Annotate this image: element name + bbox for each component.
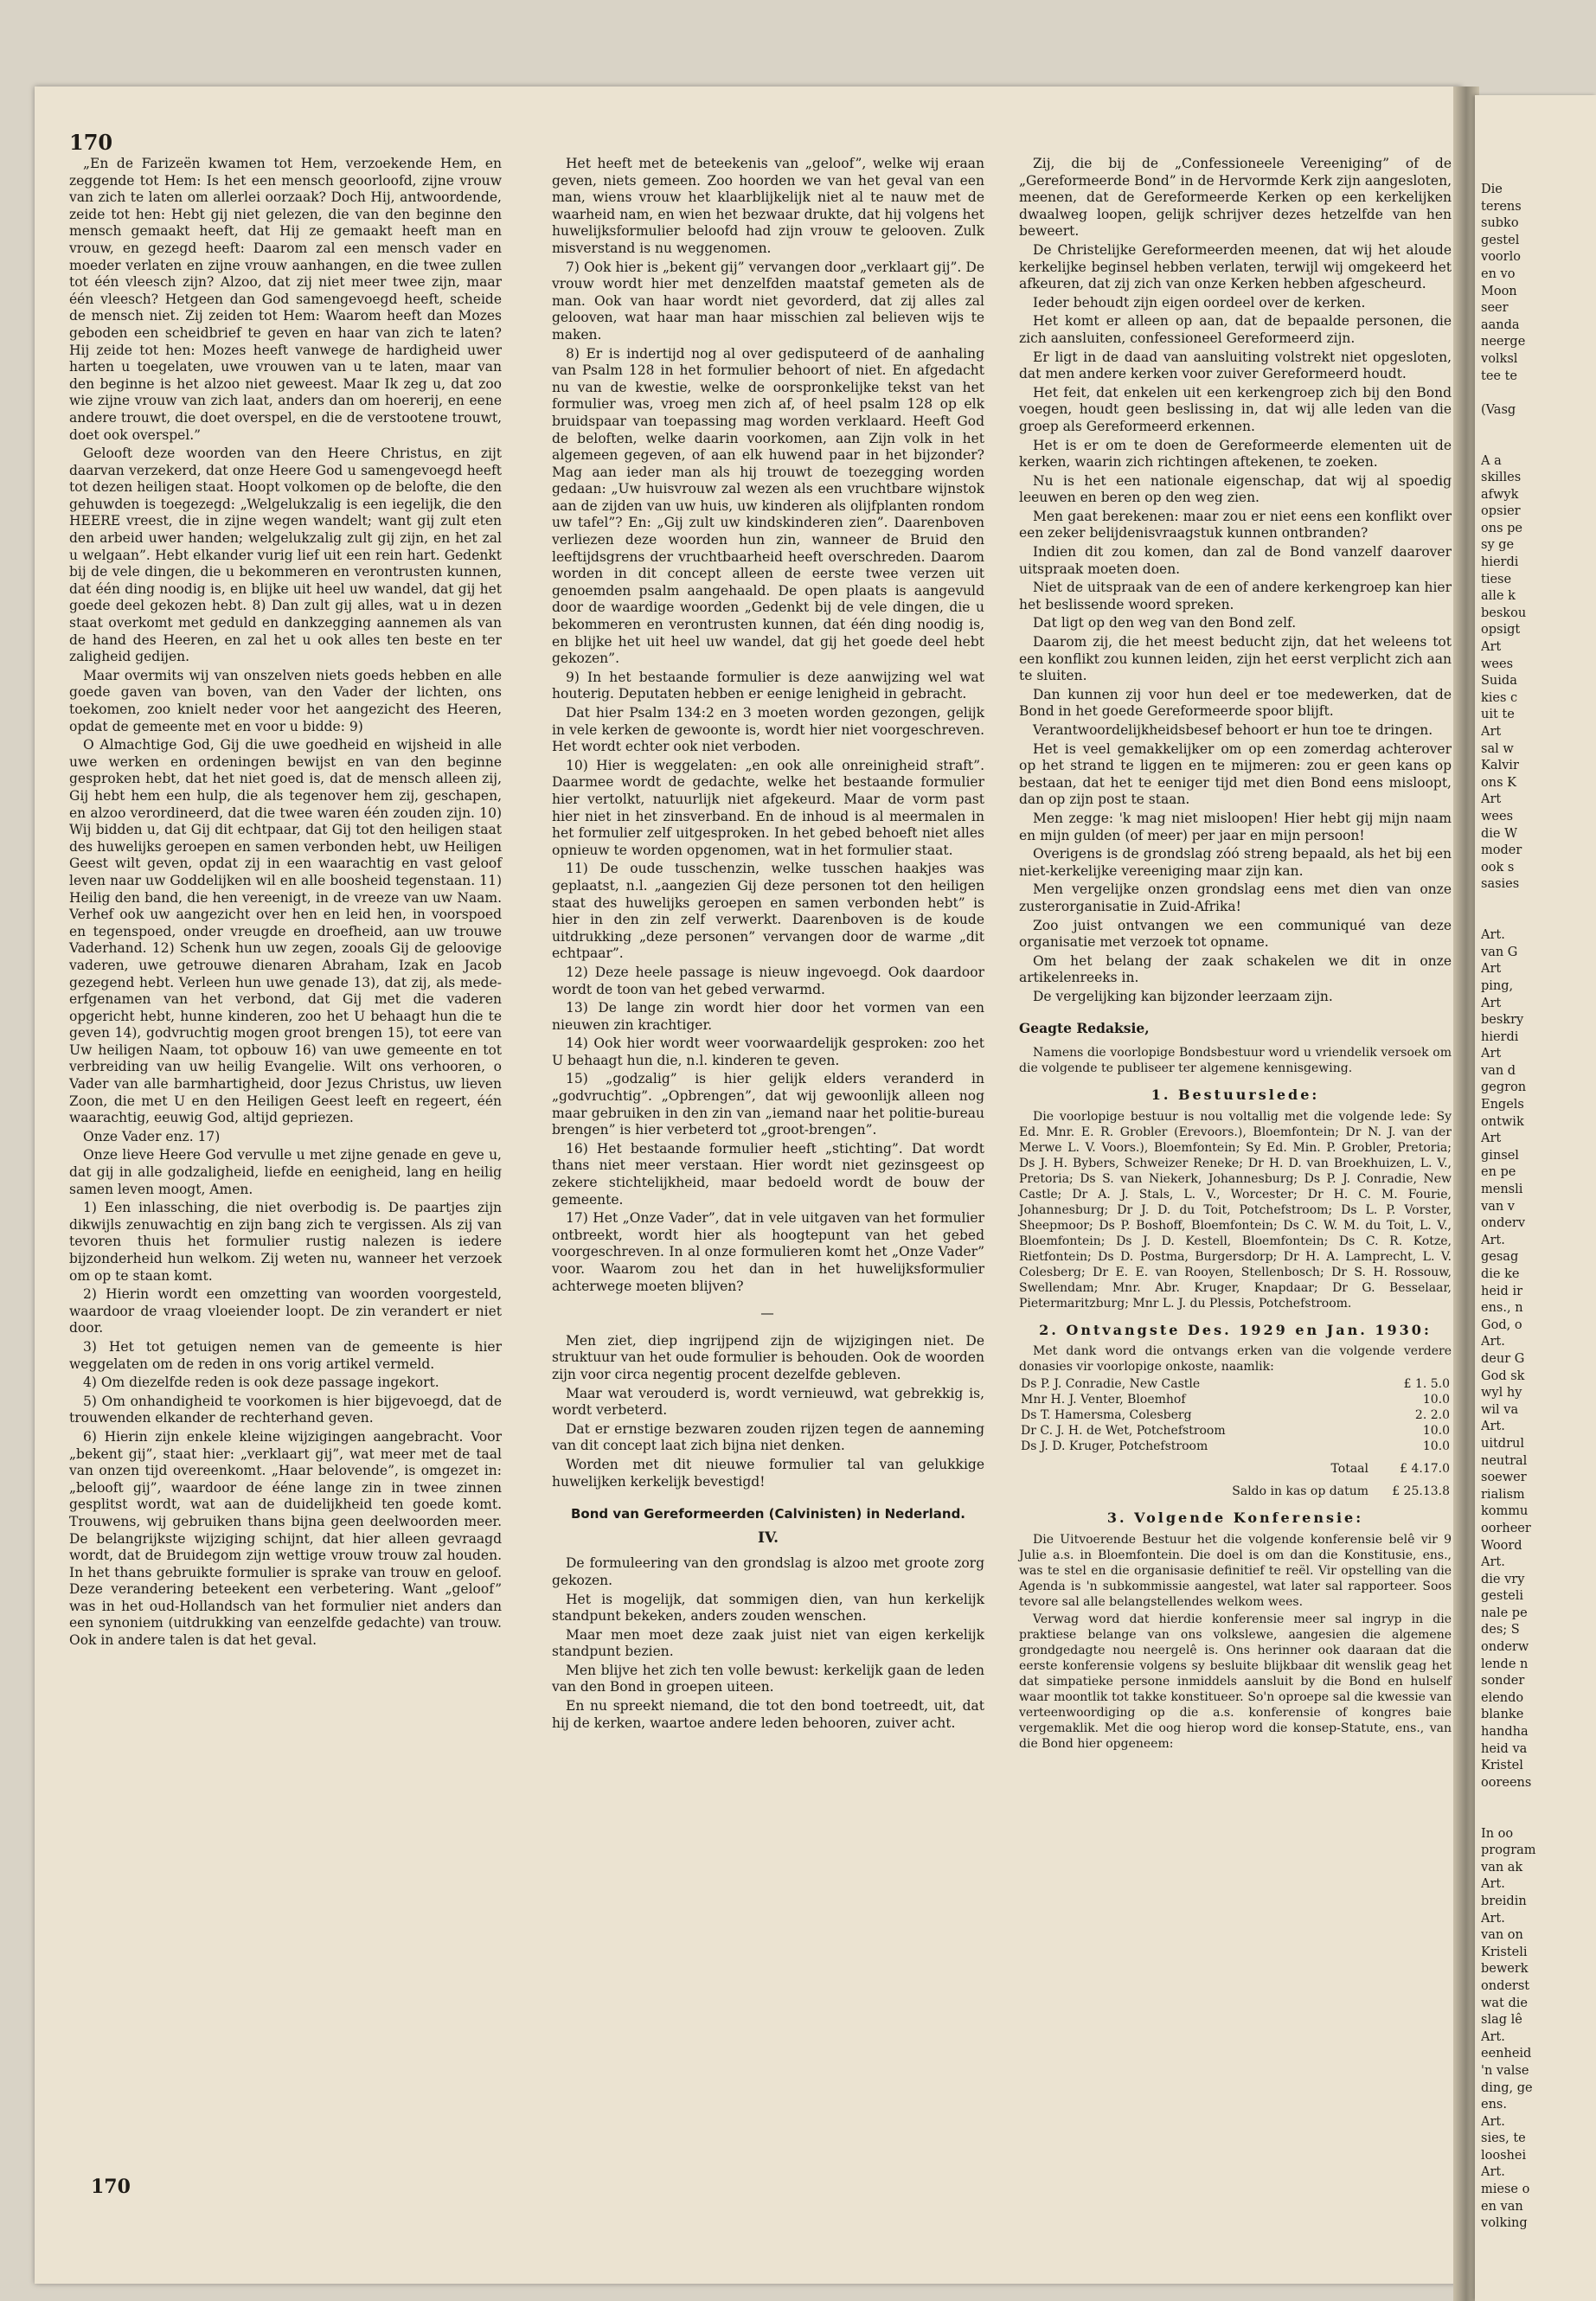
paragraph: Men gaat berekenen: maar zou er niet eens een konflikt over een zeker belijdenisvraagstuk kunnen ontbranden? (1019, 508, 1452, 542)
margin-line: 'n valse (1481, 2063, 1529, 2078)
paragraph: Verantwoordelijkheidsbesef behoort er hun toe te dringen. (1033, 722, 1433, 738)
margin-line: deur G (1481, 1351, 1525, 1366)
margin-line: skilles (1481, 471, 1522, 485)
donor-name: Ds J. D. Kruger, Potchefstroom (1021, 1439, 1208, 1454)
margin-line: Art (1481, 725, 1502, 739)
margin-line: rialism (1481, 1487, 1525, 1502)
margin-line: terens (1481, 199, 1522, 214)
margin-line: God, o (1481, 1317, 1522, 1332)
paragraph: Het is veel gemakkelijker om op een zomerdag achterover op het strand te liggen en te mijmeren: zou er geen kans op bestaan, dat het te eeniger tijd met dien Bond eens misloopt, dan op zijn post te staan. (1019, 740, 1452, 808)
margin-line: ding, ge (1481, 2080, 1533, 2095)
margin-line: God sk (1481, 1368, 1525, 1383)
saldo-amount: £ 25.13.8 (1392, 1484, 1450, 1499)
total-amount: £ 4.17.0 (1400, 1462, 1450, 1477)
margin-line: neerge (1481, 335, 1526, 349)
margin-line: en pe (1481, 1165, 1516, 1180)
margin-line: van G (1481, 945, 1518, 959)
paragraph: De vergelijking kan bijzonder leerzaam zijn. (1033, 988, 1333, 1004)
paragraph: 8) Er is indertijd nog al over gedisputeerd of de aanhaling van Psalm 128 in het formulier behoort of niet. En afgedacht nu van de kwestie, welke de oorspronkelijke tekst van het formulier was, vroeg men zich af, of heel psalm 128 op elk bruidspaar van toepassing mag worden verklaard. Heeft God de beloften, welke daarin voorkomen, aan Zijn volk in het algemeen gegeven, of aan elk huwend paar in het bijzonder? Mag aan ieder man als hij trouwt de toezegging worden gedaan: „Uw huisvrouw zal wezen als een vruchtbare wijnstok aan de zijden van uw huis, uw kinderen als olijfplanten rondom uw tafel”? En: „Gij zult uw kindskinderen zien”. Daarenboven verliezen deze woorden hun zin, wanneer de Bruid den leeftijdsgrens der vruchtbaarheid heeft overschreden. Daarom worden in dit concept alleen de eerste twee verzen uit genoemden psalm aangehaald. De open plaats is aangevuld door de waardige woorden „Gedenkt bij de vele dingen, die u bekommeren en verontrusten kunnen, dat één ding noodig is, en blijke het uit heel uw wandel, dat gij het goede deel hebt gekozen”. (552, 345, 984, 667)
column-3-top-paragraphs (1019, 156, 1452, 1006)
margin-line: van v (1481, 1199, 1515, 1214)
paragraph: 5) Om onhandigheid te voorkomen is hier bijgevoegd, dat de trouwenden elkander de rechterhand geven. (69, 1393, 502, 1426)
paragraph: Indien dit zou komen, dan zal de Bond vanzelf daarover uitspraak moeten doen. (1019, 544, 1452, 577)
paragraph: Zoo juist ontvangen we een communiqué van deze organisatie met verzoek tot opname. (1019, 917, 1452, 951)
margin-line: oorheer (1481, 1521, 1531, 1535)
margin-line: miese o (1481, 2182, 1530, 2197)
paragraph: O Almachtige God, Gij die uwe goedheid en wijsheid in alle uwe werken en ordeningen bewijst en van den beginne gesproken hebt, dat het niet goed is, dat de mensch alleen zij, Gij hebt hem een hulp, die als tegenover hem zij, geschapen, en alzoo verordineerd, dat die twee waren één zouden zijn. 10) Wij bidden u, dat Gij dit echtpaar, dat Gij tot den heiligen staat des huwelijks geroepen en samen verbonden hebt, uw Heiligen Geest wilt geven, opdat zij in een waarachtig en vast geloof leven naar uw Goddelijken wil en alle boosheid tegenstaan. 11) Heilig den band, die hen vereenigt, in de vreeze van uw Naam. Verhef ook uw aangezicht over hen en leid hen, in voorspoed en tegenspoed, onder vreugde en droefheid, aan uw trouwe Vaderhand. 12) Schenk hun uw zegen, zooals Gij de geloovige vaderen, uwe getrouwe dienaren Abraham, Izak en Jacob gezegend hebt. Verleen hun uwe genade 13), dat zij, als mede-erfgenamen van het verbond, dat Gij met die vaderen opgericht hebt, hunne kinderen, zoo het U behaagt hun die te geven 14), godvruchtig mogen groot brengen 15), tot eere van Uw heiligen Naam, tot opbouw 16) van uwe gemeente en tot verbreiding van uw heilig Evangelie. Wilt ons verhooren, o Vader van alle barmhartigheid, door Jezus Christus, uw lieven Zoon, die met U en den Heiligen Geest leeft en regeert, één waarachtig, eeuwig God, altijd gepriezen. (69, 737, 502, 1126)
margin-line: wil va (1481, 1402, 1519, 1417)
donation-row (1019, 1423, 1452, 1439)
margin-line: die vry (1481, 1572, 1525, 1586)
margin-line: Art. (1481, 2029, 1505, 2044)
margin-line: subko (1481, 216, 1519, 231)
margin-line: volksl (1481, 351, 1518, 366)
section-3-text: Die Uitvoerende Bestuur het die volgende konferensie belê vir 9 Julie a.s. in Bloemfontein. Die doel is om dan die Konstitusie, ens., was te stel en die organisasie definitief te reël. Vir opstelling van die Agenda is 'n subkommissie aangestel, wat later sal rapporteer. Soos tevore sal alle belangstellendes welkom wees. (1019, 1532, 1452, 1609)
paragraph: Het feit, dat enkelen uit een kerkengroep zich bij den Bond voegen, houdt geen beslissing in, dat wij alle leden van die groep als Gereformeerd erkennen. (1019, 384, 1452, 434)
paragraph: Men zegge: 'k mag niet misloopen! Hier hebt gij mijn naam en mijn gulden (of meer) per jaar en mijn persoon! (1019, 810, 1452, 843)
margin-line: wees (1481, 809, 1514, 824)
margin-line: ons pe (1481, 521, 1522, 535)
margin-line: sonder (1481, 1674, 1525, 1689)
paragraph: Onze lieve Heere God vervulle u met zijne genade en geve u, dat gij in alle godzaligheid, liefde en eenigheid, lang en heilig samen leven moogt, Amen. (69, 1147, 502, 1197)
paragraph: 4) Om diezelfde reden is ook deze passage ingekort. (83, 1375, 439, 1391)
margin-line: Art. (1481, 1420, 1505, 1434)
letter-greeting: Geagte Redaksie, (1019, 1019, 1150, 1036)
section-1-text: Die voorlopige bestuur is nou voltallig met die volgende lede: Sy Ed. Mnr. E. R. Grobler (Erevoors.), Bloemfontein; Dr N. J. van der Merwe L. V. Voors.), Bloemfontein; Sy Ed. Min. P. Grobler, Pretoria; Ds J. H. Bybers, Schweizer Reneke; Dr H. D. van Broekhuizen, L. V., Pretoria; Ds S. van Niekerk, Johannesburg; Ds P. J. Conradie, New Castle; Dr A. J. Stals, L. V., Worcester; Dr H. C. M. Fourie, Johannesburg; Dr J. D. du Toit, Potchefstroom; Ds L. P. Vorster, Sheepmoor; Ds P. Boshoff, Bloemfontein; Ds C. W. M. du Toit, L. V., Bloemfontein; Ds J. D. Kestell, Bloemfontein; Ds C. R. Kotze, Rietfontein; Ds D. Postma, Burgersdorp; Dr H. A. Lamprecht, L. V. Colesberg; Dr E. E. van Rooyen, Stellenbosch; Dr S. H. Rossouw, Swellendam; Mnr. Abr. Kruger, Knapdaar; Dr G. Besselaar, Pietermaritzburg; Mnr L. J. du Plessis, Potchefstroom. (1019, 1109, 1452, 1311)
margin-line: blanke (1481, 1708, 1524, 1722)
paragraph: En nu spreekt niemand, die tot den bond toetreedt, uit, dat hij de kerken, waartoe andere leden behooren, zuiver acht. (552, 1698, 984, 1731)
paragraph: 14) Ook hier wordt weer voorwaardelijk gesproken: zoo het U behaagt hun die, n.l. kinderen te geven. (552, 1035, 984, 1068)
section-3-text-2: Verwag word dat hierdie konferensie meer sal ingryp in die praktiese belange van ons volkslewe, aangesien die algemene grondgedagte nou neergelê is. Ons herinner ook daaraan dat die eerste konferensie volgens sy besluite blijkbaar dit wenslik geag het dat simpatieke persone inmiddels aansluit by die Bond en hulself waar moontlik tot takke konstitueer. So'n oproepe sal die kwessie van verteenwoordiging op die a.s. konferensie of kongres baie vergemaklik. Met die oog hierop word die konsep-Statute, ens., van die Bond hier opgeneem: (1019, 1612, 1452, 1751)
donor-name: Ds T. Hamersma, Colesberg (1021, 1408, 1192, 1423)
margin-line: van ak (1481, 1860, 1523, 1875)
donation-row (1019, 1407, 1452, 1423)
paragraph: 15) „godzalig” is hier gelijk elders veranderd in „godvruchtig”. „Opbrengen”, dat wij gewoonlijk alleen nog maar gebruiken in den zin van „iemand naar het politie-bureau brengen” is hier verbeterd tot „groot-brengen”. (552, 1071, 984, 1138)
margin-line: ooreens (1481, 1775, 1532, 1790)
margin-line: neutral (1481, 1453, 1528, 1468)
total-label: Totaal (1330, 1462, 1368, 1477)
margin-line: ontwik (1481, 1114, 1524, 1129)
margin-line: program (1481, 1843, 1536, 1858)
margin-line: Kristeli (1481, 1945, 1528, 1959)
paragraph: Men blijve het zich ten volle bewust: kerkelijk gaan de leden van den Bond in groepen uiteen. (552, 1662, 984, 1695)
margin-line: ens. (1481, 2098, 1507, 2112)
margin-line: van on (1481, 1928, 1523, 1943)
donation-row (1019, 1392, 1452, 1407)
margin-line: opsigt (1481, 623, 1521, 638)
margin-line: hierdi (1481, 1029, 1519, 1044)
margin-line: wyl hy (1481, 1386, 1522, 1400)
margin-line: alle k (1481, 589, 1516, 604)
column-2 (552, 156, 984, 1734)
margin-line (1481, 894, 1589, 911)
paragraph: 9) In het bestaande formulier is deze aanwijzing wel wat houterig. Deputaten hebben er eenige lenigheid in gebracht. (552, 669, 984, 702)
margin-line: Art. (1481, 1877, 1505, 1892)
paragraph: 2) Hierin wordt een omzetting van woorden voorgesteld, waardoor de vraag vloeiender loopt. De zin verandert er niet door. (69, 1286, 502, 1336)
margin-line: ook s (1481, 860, 1515, 875)
margin-line: (Vasg (1481, 402, 1516, 417)
margin-line: lende n (1481, 1657, 1529, 1671)
margin-line: Art. (1481, 1233, 1505, 1247)
section-2-title: 2. Ontvangste Des. 1929 en Jan. 1930: (1039, 1321, 1432, 1338)
paragraph: Men vergelijke onzen grondslag eens met dien van onze zusterorganisatie in Zuid-Afrika! (1019, 881, 1452, 914)
margin-line: breidin (1481, 1894, 1527, 1908)
paragraph: Niet de uitspraak van de een of andere kerkengroep kan hier het beslissende woord spreken. (1019, 580, 1452, 612)
paragraph: Het is mogelijk, dat sommigen dien, van hun kerkelijk standpunt bekeken, anders zouden wenschen. (552, 1591, 984, 1625)
donation-amount: 10.0 (1422, 1424, 1450, 1439)
margin-line: seer (1481, 301, 1509, 316)
donor-name: Mnr H. J. Venter, Bloemhof (1021, 1393, 1186, 1407)
margin-line: opsier (1481, 504, 1521, 519)
section-heading: Bond van Gereformeerden (Calvinisten) in Nederland. (571, 1506, 965, 1522)
paragraph: Ieder behoudt zijn eigen oordeel over de kerken. (1033, 294, 1366, 311)
margin-line: en vo (1481, 266, 1516, 281)
margin-line: sasies (1481, 877, 1520, 892)
margin-line: sies, te (1481, 2131, 1526, 2146)
letter-intro: Namens die voorlopige Bondsbestuur word u vriendelik versoek om die volgende te publiseer ter algemene kennisgewing. (1019, 1046, 1452, 1076)
paragraph: Dat hier Psalm 134:2 en 3 moeten worden gezongen, gelijk in vele kerken de gewoonte is, wordt hier niet voorgeschreven. Het wordt echter ook niet verboden. (552, 705, 984, 755)
margin-line: wees (1481, 657, 1514, 671)
margin-line: kies c (1481, 690, 1518, 705)
paragraph: 3) Het tot getuigen nemen van de gemeente is hier weggelaten om de reden in ons vorig artikel vermeld. (69, 1338, 502, 1372)
margin-line: gesteli (1481, 1589, 1523, 1604)
margin-line: Art (1481, 640, 1502, 655)
margin-line: eenheid (1481, 2047, 1532, 2061)
column-2-bottom-paragraphs (552, 1555, 984, 1732)
margin-line: looshei (1481, 2148, 1527, 2163)
margin-line: Moon (1481, 284, 1517, 298)
saldo-row (1019, 1477, 1452, 1499)
margin-line: tiese (1481, 572, 1512, 586)
margin-line: aanda (1481, 317, 1520, 332)
section-3-title: 3. Volgende Konferensie: (1106, 1509, 1364, 1527)
margin-line: Art (1481, 1131, 1502, 1146)
margin-line: Woord (1481, 1538, 1522, 1553)
margin-line: en van (1481, 2199, 1523, 2214)
column-3 (1019, 156, 1452, 1753)
margin-line: A a (1481, 453, 1502, 468)
margin-line (1481, 1791, 1589, 1809)
adjacent-page-text (1481, 182, 1589, 2233)
margin-line: die W (1481, 826, 1518, 841)
margin-line: volking (1481, 2216, 1528, 2231)
margin-line: Suida (1481, 674, 1517, 689)
margin-line: Engels (1481, 1098, 1524, 1112)
margin-line (1481, 385, 1589, 402)
margin-line: Art. (1481, 2165, 1505, 2180)
page-number-bottom: 170 (91, 2176, 131, 2198)
paragraph: 17) Het „Onze Vader”, dat in vele uitgaven van het formulier ontbreekt, wordt hier als hoogtepunt van het gebed voorgeschreven. In al onze formulieren komt het „Onze Vader” voor. Waarom zou het dan in het huwelijksformulier achterwege moeten blijven? (552, 1210, 984, 1294)
paragraph: Het komt er alleen op aan, dat de bepaalde personen, die zich aansluiten, confessioneel Gereformeerd zijn. (1019, 313, 1452, 346)
paragraph: 6) Hierin zijn enkele kleine wijzigingen aangebracht. Voor „bekent gij”, staat hier: „verklaart gij”, wat meer met de taal van onzen tijd overeenkomt. „Haar belovende”, is omgezet in: „belooft gij”, waardoor de ééne lange zin in twee zinnen gesplitst wordt, wat aan de duidelijkheid ten goede komt. Trouwens, wij gebruiken thans bijna geen deelwoorden meer. De belangrijkste wijziging schijnt, dat hier alleen gevraagd wordt, dat de Bruidegom zijn wettige vrouw trouw zal houden. In het thans gebruikte formulier is sprake van trouw en geloof. Deze verandering beteekent een verbetering. Want „geloof” was in het oud-Hollandsch van het formulier niet anders dan een synoniem (uitdrukking van eenzelfde gedachte) van trouw. Ook in andere talen is dat het geval. (69, 1428, 502, 1649)
donation-amount: 10.0 (1422, 1393, 1450, 1407)
margin-line: mensli (1481, 1183, 1523, 1197)
margin-line: Kristel (1481, 1759, 1523, 1773)
margin-line: uitdrul (1481, 1436, 1524, 1451)
margin-line: heid ir (1481, 1284, 1523, 1298)
paragraph: 1) Een inlassching, die niet overbodig is. De paartjes zijn dikwijls zenuwachtig en zijn bang zich te vergissen. Als zij van tevoren thuis het formulier rustig nalezen is iedere bijzonderheid hun welkom. Zij weten nu, wanneer het verzoek om op te staan komt. (69, 1200, 502, 1284)
column-2-top-paragraphs (552, 156, 984, 1295)
margin-line: des; S (1481, 1623, 1520, 1638)
margin-line: onderst (1481, 1978, 1530, 1993)
paragraph: Er ligt in de daad van aansluiting volstrekt niet opgesloten, dat men andere kerken voor zuiver Gereformeerd houdt. (1019, 349, 1452, 382)
donation-amount: £ 1. 5.0 (1403, 1377, 1450, 1392)
paragraph: De formuleering van den grondslag is alzoo met groote zorg gekozen. (552, 1555, 984, 1588)
margin-line: onderv (1481, 1216, 1526, 1231)
margin-line: Art (1481, 1047, 1502, 1061)
paragraph: Daarom zij, die het meest beducht zijn, dat het weleens tot een konflikt zou kunnen leiden, zijn het eerst verplicht zich aan te sluiten. (1019, 634, 1452, 684)
margin-line: Art (1481, 792, 1502, 807)
donations-table (1019, 1376, 1452, 1499)
donation-amount: 2. 2.0 (1414, 1408, 1450, 1423)
margin-line: afwyk (1481, 487, 1519, 502)
section-number: IV. (757, 1529, 779, 1547)
margin-line: elendo (1481, 1690, 1524, 1705)
margin-line: gegron (1481, 1080, 1527, 1095)
paragraph: Dan kunnen zij voor hun deel er toe medewerken, dat de Bond in het goede Gereformeerde spoor blijft. (1019, 686, 1452, 720)
margin-line: gesag (1481, 1250, 1519, 1265)
column-1-paragraphs (69, 156, 502, 1650)
margin-line: uit te (1481, 708, 1515, 722)
margin-line: die ke (1481, 1267, 1520, 1281)
paragraph: Dat er ernstige bezwaren zouden rijzen tegen de aanneming van dit concept laat zich bijna niet denken. (552, 1420, 984, 1454)
separator: — (760, 1305, 776, 1322)
paragraph: Men ziet, diep ingrijpend zijn de wijzigingen niet. De struktuur van het oude formulier is behouden. Ook de woorden zijn voor circa negentig procent dezelfde gebleven. (552, 1332, 984, 1382)
section-2-intro: Met dank word die ontvangs erken van die volgende verdere donasies vir voorlopige onkoste, naamlik: (1019, 1344, 1452, 1375)
margin-line: moder (1481, 843, 1522, 858)
paragraph: Het is er om te doen de Gereformeerde elementen uit de kerken, waarin zich richtingen aftekenen, te zoeken. (1019, 437, 1452, 471)
margin-line: tee te (1481, 369, 1518, 383)
margin-line: beskou (1481, 606, 1527, 620)
margin-line: Art. (1481, 928, 1505, 943)
paragraph: Maar wat verouderd is, wordt vernieuwd, wat gebrekkig is, wordt verbeterd. (552, 1385, 984, 1419)
margin-line: Art (1481, 996, 1502, 1010)
margin-line: kommu (1481, 1504, 1529, 1519)
donation-row (1019, 1439, 1452, 1454)
column-1 (69, 156, 502, 1651)
margin-line: sy ge (1481, 538, 1515, 553)
margin-line: heid va (1481, 1741, 1528, 1756)
margin-line: handha (1481, 1725, 1529, 1740)
donor-name: Ds P. J. Conradie, New Castle (1021, 1377, 1201, 1392)
margin-line: nale pe (1481, 1606, 1528, 1620)
paragraph: Om het belang der zaak schakelen we dit in onze artikelenreeks in. (1019, 952, 1452, 986)
total-row (1019, 1454, 1452, 1477)
margin-line: gestel (1481, 233, 1520, 247)
paragraph: De Christelijke Gereformeerden meenen, dat wij het aloude kerkelijke beginsel hebben verlaten, terwijl wij omgekeerd het afkeuren, dat zij zich van onze Kerken hebben afgescheurd. (1019, 241, 1452, 292)
margin-line: ens., n (1481, 1301, 1523, 1316)
paragraph: 7) Ook hier is „bekent gij” vervangen door „verklaart gij”. De vrouw wordt hier met denzelfden maatstaf gemeten als de man. Ook van haar wordt niet gevorderd, dat zij alles zal gelooven, wat haar man haar misschien zal believen wijs te maken. (552, 259, 984, 343)
donor-name: Dr C. J. H. de Wet, Potchefstroom (1021, 1424, 1226, 1439)
margin-line (1481, 436, 1589, 453)
section-1-title: 1. Bestuurslede: (1151, 1086, 1320, 1104)
paragraph: Dat ligt op den weg van den Bond zelf. (1033, 615, 1297, 631)
margin-line (1481, 419, 1589, 436)
margin-line: sal w (1481, 741, 1514, 756)
paragraph: Worden met dit nieuwe formulier tal van gelukkige huwelijken kerkelijk bevestigd! (552, 1456, 984, 1490)
paragraph: 11) De oude tusschenzin, welke tusschen haakjes was geplaatst, n.l. „aangezien Gij deze personen tot den heiligen staat des huwelijks geroepen en samen verbonden hebt” is hier in den zin zelf verwerkt. Daarenboven is de koude uitdrukking „deze personen” vervangen door de warme „dit echtpaar”. (552, 861, 984, 962)
margin-line: voorlo (1481, 250, 1521, 265)
margin-line: In oo (1481, 1826, 1514, 1841)
margin-line: Art. (1481, 1911, 1505, 1926)
margin-line (1481, 911, 1589, 928)
paragraph: Maar men moet deze zaak juist niet van eigen kerkelijk standpunt bezien. (552, 1626, 984, 1660)
paragraph: Onze Vader enz. 17) (83, 1128, 221, 1144)
margin-line: onderw (1481, 1640, 1529, 1655)
paragraph: Zij, die bij de „Confessioneele Vereeniging” of de „Gereformeerde Bond” in de Hervormde Kerk zijn aangesloten, meenen, dat de Gereformeerde Kerken op een kerkelijken dwaalweg loopen, gelijk schrijver dezes hetzelfde van hen beweert. (1019, 156, 1452, 240)
column-2-conclusion (552, 1333, 984, 1490)
paragraph: 10) Hier is weggelaten: „en ook alle onreinigheid straft”. Daarmee wordt de gedachte, welke het bestaande formulier hier vertolkt, natuurlijk niet afgekeurd. Maar de vorm past hier niet in het zinsverband. En de inhoud is al meermalen in het formulier zelf uitgesproken. In het gebed behoeft niet alles opnieuw te worden opgenomen, wat in het formulier staat. (552, 757, 984, 858)
margin-line: van d (1481, 1063, 1516, 1078)
margin-line: ping, (1481, 978, 1514, 993)
page-number: 170 (69, 130, 113, 155)
paragraph: 12) Deze heele passage is nieuw ingevoegd. Ook daardoor wordt de toon van het gebed verwarmd. (552, 964, 984, 997)
margin-line: Art. (1481, 1335, 1505, 1349)
margin-line: ons K (1481, 775, 1516, 790)
margin-line: wat die (1481, 1996, 1528, 2010)
paragraph: Maar overmits wij van onszelven niets goeds hebben en alle goede gaven van boven, van den Vader der lichten, ons toekomen, zoo knielt neder voor het aangezicht des Heeren, opdat de gemeente met en voor u bidde: 9) (69, 667, 502, 734)
margin-line: hierdi (1481, 555, 1519, 570)
margin-line: Die (1481, 183, 1503, 196)
paragraph: 16) Het bestaande formulier heeft „stichting”. Dat wordt thans niet meer verstaan. Hier wordt niet gezinsgeest op zekere stichtelijkheid, maar bedoeld wordt de bouw der gemeente. (552, 1140, 984, 1208)
margin-line (1481, 1809, 1589, 1826)
margin-line: beskry (1481, 1013, 1524, 1028)
margin-line: Art. (1481, 2114, 1505, 2129)
margin-line: soewer (1481, 1471, 1527, 1485)
paragraph: Overigens is de grondslag zóó streng bepaald, als het bij een niet-kerkelijke vereeniging maar zijn kan. (1019, 846, 1452, 879)
margin-line: Kalvir (1481, 759, 1519, 773)
paragraph: Gelooft deze woorden van den Heere Christus, en zijt daarvan verzekerd, dat onze Heere God u samengevoegd heeft tot dezen heiligen staat. Hoopt volkomen op de belofte, die den gehuwden is toegezegd: „Welgelukzalig is een iegelijk, die den HEERE vreest, die in zijne wegen wandelt; want gij zult eten den arbeid uwer handen; welgelukzalig zult gij zijn, en het zal u welgaan”. Hebt elkander vurig lief uit een rein hart. Gedenkt bij de vele dingen, die u bekommeren en verontrusten kunnen, dat één ding noodig is, en blijke uit heel uw wandel, dat gij het goede deel gekozen hebt. 8) Dan zult gij alles, wat u in dezen staat overkomt met geduld en dankzegging aannemen als van de hand des Heeren, en zal het u ook alles ten beste en ter zaligheid gedijen. (69, 445, 502, 665)
saldo-label: Saldo in kas op datum (1232, 1484, 1368, 1499)
paragraph: „En de Farizeën kwamen tot Hem, verzoekende Hem, en zeggende tot Hem: Is het een mensch geoorloofd, zijne vrouw van zich te laten om allerlei oorzaak? Doch Hij, antwoordende, zeide tot hen: Hebt gij niet gelezen, die van den beginne den mensch gemaakt heeft, dat Hij ze gemaakt heeft man en vrouw, en gezegd heeft: Daarom zal een mensch vader en moeder verlaten en zijne vrouw aanhangen, en die twee zullen tot één vleesch zijn? Alzoo, dat zij niet meer twee zijn, maar één vleesch? Hetgeen dan God samengevoegd heeft, scheide de mensch niet. Zij zeiden tot Hem: Waarom heeft dan Mozes geboden een scheidbrief te geven en haar van zich te laten? Hij zeide tot hen: Mozes heeft vanwege de hardigheid uwer harten u toegelaten, uwe vrouwen van u te laten, maar van den beginne is het alzoo niet geweest. Maar Ik zeg u, dat zoo wie zijne vrouw van zich laat, anders dan om hoererij, en eene andere trouwt, die doet overspel, en die de verstootene trouwt, doet ook overspel.” (69, 156, 502, 443)
donation-amount: 10.0 (1422, 1439, 1450, 1454)
margin-line: bewerk (1481, 1962, 1529, 1977)
margin-line: slag lê (1481, 2013, 1522, 2028)
paragraph: 13) De lange zin wordt hier door het vormen van een nieuwen zin krachtiger. (552, 1000, 984, 1033)
donation-row (1019, 1376, 1452, 1392)
paragraph: Nu is het een nationale eigenschap, dat wij al spoedig leeuwen en beren op den weg zien. (1019, 472, 1452, 506)
margin-line: ginsel (1481, 1148, 1519, 1163)
paragraph: Het heeft met de beteekenis van „geloof”, welke wij eraan geven, niets gemeen. Zoo hoorden we van het geval van een man, wiens vrouw het klaarblijkelijk niet al te nauw met de waarheid nam, en wien het bezwaar drukte, dat hij volgens het huwelijksformulier beloofd had zijn vrouw te gelooven. Zulk misverstand is nu weggenomen. (552, 156, 984, 256)
margin-line: Art (1481, 962, 1502, 977)
margin-line: Art. (1481, 1555, 1505, 1570)
